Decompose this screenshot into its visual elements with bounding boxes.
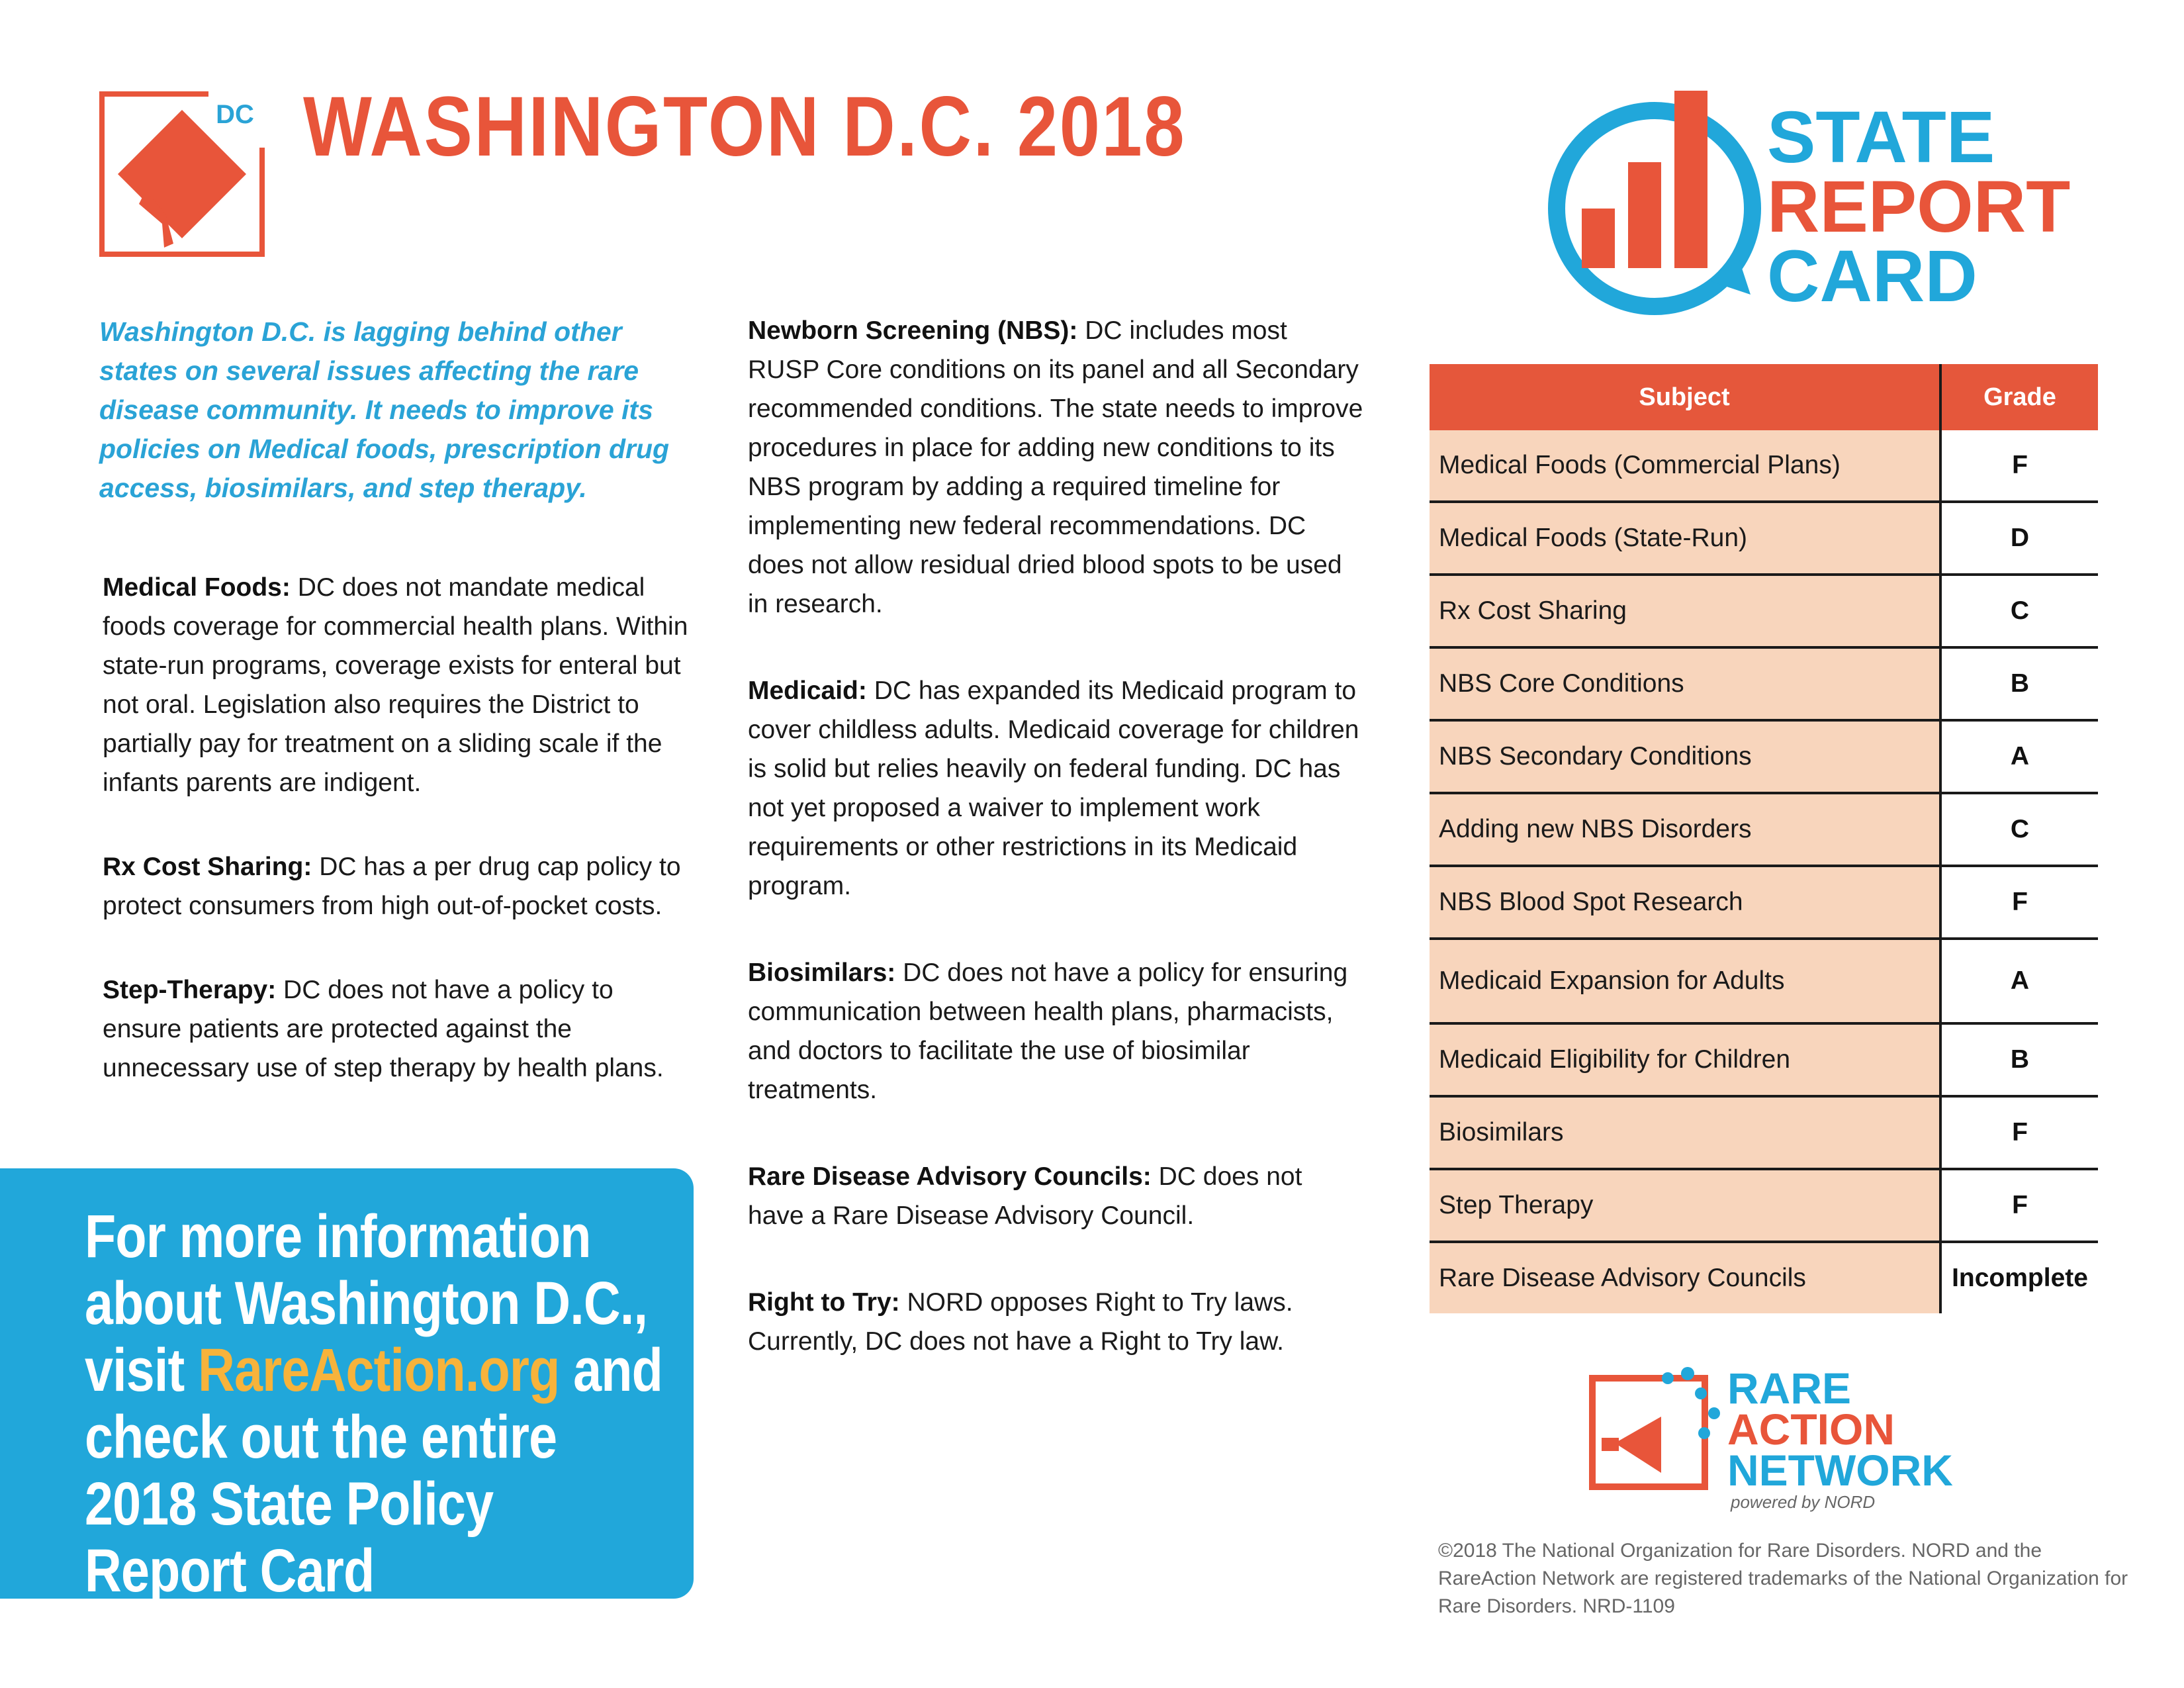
section-heading: Newborn Screening (NBS): [748, 316, 1078, 345]
section-body: DC has a per drug cap policy to protect consumers from high out-of-pocket costs. [103, 853, 681, 920]
grade-table [1430, 364, 2098, 1313]
section-body: DC does not mandate medical foods coverage for commercial health plans. Within state-run programs, coverage exists for enteral but not oral. Legislation also requires the District to partially pay for treatment on a sliding scale if the infants parents are indigent. [103, 573, 688, 797]
table-row [1430, 1096, 2098, 1169]
table-row [1430, 793, 2098, 866]
grade-cell: C [1940, 793, 2098, 866]
grade-cell: A [1940, 720, 2098, 793]
subject-cell: NBS Core Conditions [1430, 647, 1940, 720]
section-medical-foods [103, 568, 698, 802]
report-logo-report: REPORT [1767, 166, 2071, 248]
column-header-grade: Grade [1940, 364, 2098, 430]
rare-action-network-logo [1588, 1364, 1999, 1516]
subject-cell: Medicaid Eligibility for Children [1430, 1023, 1940, 1096]
grade-cell: B [1940, 647, 2098, 720]
subject-cell: Biosimilars [1430, 1096, 1940, 1169]
section-newborn-screening [748, 311, 1363, 624]
section-biosimilars [748, 953, 1363, 1109]
subject-cell: Medicaid Expansion for Adults [1430, 939, 1940, 1023]
section-heading: Right to Try: [748, 1288, 900, 1317]
grade-cell: D [1940, 502, 2098, 575]
ran-logo-action: ACTION [1727, 1405, 1895, 1454]
grade-cell: F [1940, 1096, 2098, 1169]
table-row [1430, 502, 2098, 575]
section-body: DC does not have a Rare Disease Advisory Council. [748, 1162, 1302, 1230]
table-row [1430, 575, 2098, 647]
section-heading: Medicaid: [748, 677, 867, 705]
page-title: WASHINGTON D.C. 2018 [303, 79, 1187, 174]
subject-cell: Rare Disease Advisory Councils [1430, 1242, 1940, 1313]
middle-column [748, 311, 1363, 1361]
section-body: DC includes most RUSP Core conditions on its panel and all Secondary recommended conditions. The state needs to improve procedures in place for adding new conditions to its NBS program by adding a required timeline for implementing new federal recommendations. DC does not allow residual dried blood spots to be used in research. [748, 316, 1363, 618]
table-row [1430, 647, 2098, 720]
table-row [1430, 939, 2098, 1023]
rareaction-link[interactable]: RareAction.org [198, 1336, 560, 1404]
subject-cell: NBS Blood Spot Research [1430, 866, 1940, 939]
report-logo-card: CARD [1767, 236, 1978, 317]
table-row [1430, 866, 2098, 939]
section-heading: Rx Cost Sharing: [103, 853, 312, 881]
grade-cell: B [1940, 1023, 2098, 1096]
subject-cell: Medical Foods (State-Run) [1430, 502, 1940, 575]
subject-cell: Adding new NBS Disorders [1430, 793, 1940, 866]
grade-cell: C [1940, 575, 2098, 647]
ran-logo-tagline: powered by NORD [1731, 1492, 1876, 1512]
intro-summary: Washington D.C. is lagging behind other states on several issues affecting the rare disease community. It needs to improve its policies on Medical foods, prescription drug access, biosimilars, and step therapy. [99, 316, 670, 503]
dc-badge: DC [216, 100, 254, 129]
grade-cell: F [1940, 1169, 2098, 1242]
dc-map-logo [99, 91, 265, 257]
section-body: DC does not have a policy for ensuring communication between health plans, pharmacists, and doctors to facilitate the use of biosimilar treatments. [748, 959, 1348, 1104]
section-advisory-councils [748, 1157, 1363, 1235]
section-rx-cost-sharing [103, 847, 698, 925]
table-row [1430, 1242, 2098, 1313]
subject-cell: NBS Secondary Conditions [1430, 720, 1940, 793]
section-heading: Step-Therapy: [103, 976, 277, 1004]
table-row [1430, 720, 2098, 793]
section-heading: Rare Disease Advisory Councils: [748, 1162, 1152, 1191]
table-header-row [1430, 364, 2098, 430]
grade-cell: F [1940, 866, 2098, 939]
copyright-footer: ©2018 The National Organization for Rare Disorders. NORD and the RareAction Network are registered trademarks of the National Organization for Rare Disorders. NRD-1109 [1438, 1540, 2128, 1617]
subject-cell: Medical Foods (Commercial Plans) [1430, 430, 1940, 502]
section-heading: Biosimilars: [748, 959, 896, 987]
section-right-to-try [748, 1283, 1363, 1361]
section-medicaid [748, 671, 1363, 906]
subject-cell: Rx Cost Sharing [1430, 575, 1940, 647]
callout-text-before: For more information about Washington D.C., visit [85, 1203, 648, 1404]
report-logo-state: STATE [1767, 97, 1995, 178]
section-body: NORD opposes Right to Try laws. Currently, DC does not have a Right to Try law. [748, 1288, 1293, 1356]
table-row [1430, 1169, 2098, 1242]
grade-cell: Incomplete [1940, 1242, 2098, 1313]
section-heading: Medical Foods: [103, 573, 291, 602]
table-row [1430, 430, 2098, 502]
grade-cell: F [1940, 430, 2098, 502]
subject-cell: Step Therapy [1430, 1169, 1940, 1242]
left-column [103, 568, 698, 1088]
callout-text-after: and check out the entire 2018 State Policy Report Card [85, 1336, 663, 1605]
section-body: DC does not have a policy to ensure patients are protected against the unnecessary use of step therapy by health plans. [103, 976, 664, 1082]
grade-cell: A [1940, 939, 2098, 1023]
section-step-therapy [103, 970, 698, 1088]
section-body: DC has expanded its Medicaid program to cover childless adults. Medicaid coverage for children is solid but relies heavily on federal funding. DC has not yet proposed a waiver to implement work requirements or other restrictions in its Medicaid program. [748, 677, 1359, 900]
callout-text [85, 1203, 663, 1605]
ran-logo-network: NETWORK [1727, 1446, 1953, 1495]
state-report-card-logo [1542, 83, 2071, 321]
table-row [1430, 1023, 2098, 1096]
column-header-subject: Subject [1430, 364, 1940, 430]
ran-logo-rare: RARE [1727, 1364, 1852, 1413]
